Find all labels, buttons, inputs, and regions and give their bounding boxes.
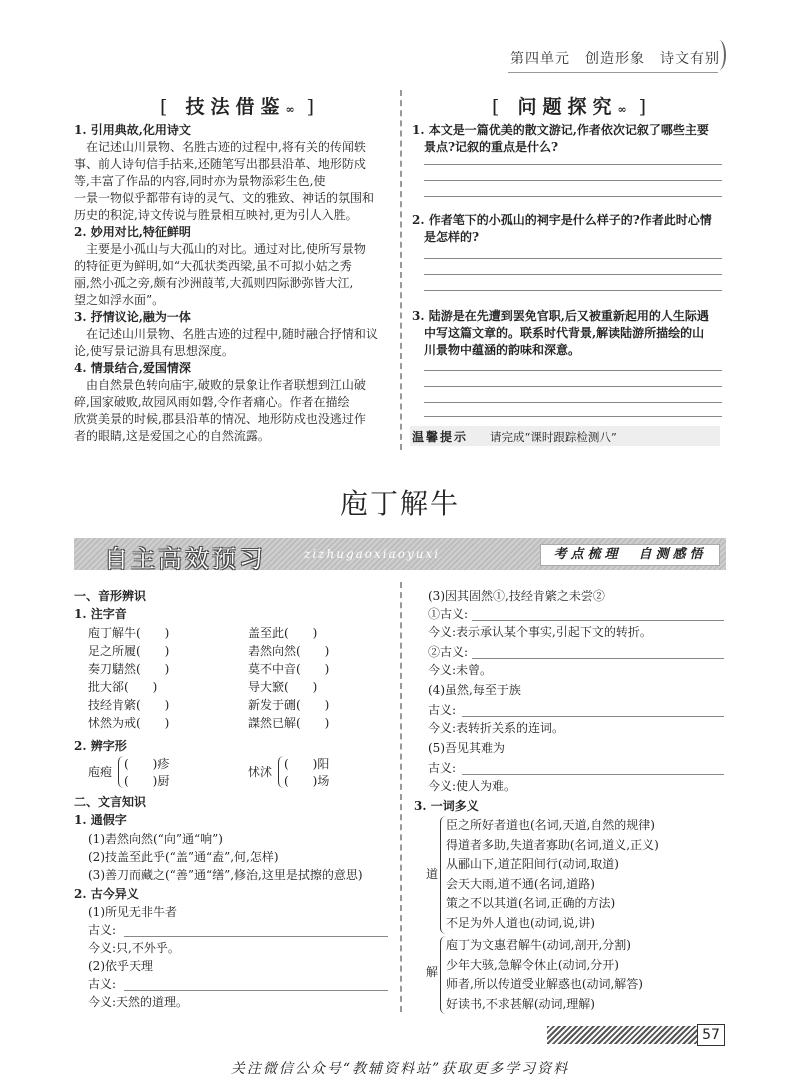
sub-character-shape: 2. 辨字形 (74, 739, 127, 753)
pron-item[interactable]: 足之所履( ) (88, 644, 170, 658)
jin-text: 今义:表示承认某个事实,引起下文的转折。 (428, 625, 652, 639)
pron-item[interactable]: 怵然为戒( ) (88, 716, 170, 730)
answer-line[interactable] (124, 936, 388, 937)
technique-list (74, 122, 396, 445)
pron-item[interactable]: 庖丁解牛( ) (88, 626, 170, 640)
header-bracket (712, 40, 726, 70)
gujin-item: (1)所见无非牛者 (88, 905, 177, 919)
answer-line[interactable] (424, 164, 722, 165)
meaning-item: 好读书,不求甚解(动词,理解) (446, 996, 595, 1011)
tongjia-item: (1)砉然向然(“向”通“响”) (88, 832, 223, 846)
banner-tag: 考点梳理 自测感悟 (540, 544, 720, 566)
gu-label: 古义: (428, 703, 457, 717)
gujin-item: (4)虽然,每至于族 (428, 683, 521, 697)
polysemy-char: 解 (426, 965, 439, 979)
tip-label: 温馨提示 (412, 430, 469, 444)
shape-group-a: 庖疱 (88, 765, 113, 779)
pron-list-right (248, 624, 398, 732)
meaning-item: 得道者多助,失道者寡助(名词,道义,正义) (446, 837, 659, 852)
gu-label: ①古义: (428, 607, 469, 621)
gujin-item: (5)吾见其难为 (428, 741, 505, 755)
pron-item[interactable]: 技经肯綮( ) (88, 698, 170, 712)
meaning-item: 少年大骇,急解令休止(动词,分开) (446, 957, 619, 972)
unit-header: 第四单元 创造形象 诗文有别 (510, 51, 720, 67)
pron-item[interactable]: 砉然向然( ) (248, 644, 330, 658)
pron-item[interactable]: 謋然已解( ) (248, 716, 330, 730)
question-2: 2. 作者笔下的小孤山的祠宇是什么样子的?作者此时心情 是怎样的? (412, 213, 712, 244)
technique-item: 4. 情景结合,爱国情深 由自然景色转向庙宇,破败的景象让作者联想到江山破 碎,国家破败,故园风雨如磐,令作者痛心。作者在描绘 欣赏美景的时候,郡县沿革的情况、地形防戍也没逃过作 者的眼睛,这是爱国之心的自然流露。 (74, 361, 366, 443)
pron-item[interactable]: 批大郤( ) (88, 680, 158, 694)
tongjia-item: (2)技盖至此乎(“盖”通“盍”,何,怎样) (88, 850, 279, 864)
sub-gujin: 2. 古今异义 (74, 887, 139, 901)
technique-item: 3. 抒情议论,融为一体 在记述山川景物、名胜古迹的过程中,随时融合抒情和议 论,使写景记游具有思想深度。 (74, 310, 378, 358)
answer-line[interactable] (424, 258, 722, 259)
sub-pronunciation: 1. 注字音 (74, 607, 127, 621)
gujin-item: (3)因其固然①,技经肯綮之未尝② (428, 589, 605, 603)
meaning-item: 师者,所以传道受业解惑也(动词,解答) (446, 977, 643, 992)
answer-line[interactable] (424, 196, 722, 197)
answer-line[interactable] (462, 716, 724, 717)
answer-line[interactable] (424, 402, 722, 403)
section-classical: 二、文言知识 (74, 795, 147, 809)
shape-option[interactable]: ( )疹 (124, 757, 170, 771)
dao-meanings (446, 816, 726, 934)
banner-title: 自主高效预习 (104, 545, 266, 573)
meaning-item: 从郦山下,道芷阳间行(动词,取道) (446, 857, 619, 872)
pron-item[interactable]: 新发于硎( ) (248, 698, 330, 712)
shape-option[interactable]: ( )场 (284, 774, 330, 788)
tongjia-item: (3)善刀而藏之(“善”通“缮”,修治,这里是拭擦的意思) (88, 868, 363, 882)
tongjia-list (88, 830, 394, 884)
meaning-item: 臣之所好者道也(名词,天道,自然的规律) (446, 818, 655, 832)
meaning-item: 会天大雨,道不通(名词,道路) (446, 876, 595, 891)
answer-line[interactable] (424, 290, 722, 291)
question-3: 3. 陆游是在先遭到罢免官职,后又被重新起用的人生际遇 中写这篇文章的。联系时代背景,解读陆游所描绘的山 川景物中蕴涵的韵味和深意。 (412, 309, 709, 357)
jin-text: 今义:表转折关系的连词。 (428, 721, 565, 735)
jin-text: 今义:未曾。 (428, 663, 493, 677)
column-divider (400, 90, 402, 450)
answer-line[interactable] (462, 774, 724, 775)
page-number: 57 (697, 1024, 725, 1046)
question-1: 1. 本文是一篇优美的散文游记,作者依次记叙了哪些主要 景点?记叙的重点是什么? (412, 123, 709, 154)
answer-line[interactable] (424, 416, 722, 417)
footer-note: 关注微信公众号“教辅资料站”获取更多学习资料 (230, 1061, 570, 1077)
pron-item[interactable]: 莫不中音( ) (248, 662, 330, 676)
answer-line[interactable] (424, 386, 722, 387)
answer-line[interactable] (424, 180, 722, 181)
section-sound-shape: 一、音形辨识 (74, 589, 147, 603)
pron-list-left (88, 624, 238, 732)
gu-label: 古义: (88, 977, 117, 991)
sub-tongjia: 1. 通假字 (74, 813, 127, 827)
answer-line[interactable] (424, 370, 722, 371)
answer-line[interactable] (124, 990, 388, 991)
jin-text: 今义:使人为难。 (428, 779, 517, 793)
answer-line[interactable] (424, 274, 722, 275)
shape-option[interactable]: ( )阳 (284, 757, 330, 771)
technique-title: [ 技法借鉴∞ ] (160, 96, 321, 118)
meaning-item: 庖丁为文惠君解牛(动词,剖开,分割) (446, 938, 631, 952)
pron-item[interactable]: 奏刀騞然( ) (88, 662, 170, 676)
technique-item: 1. 引用典故,化用诗文 在记述山川景物、名胜古迹的过程中,将有关的传闻轶 事、前人诗句信手拈来,还随笔写出郡县沿革、地形防戍 等,丰富了作品的内容,同时亦为景物添彩生色,使 一景一物似乎都带有诗的灵气、文的雅致、神话的氛围和 历史的积淀,诗文传说与胜景相互映衬,更为引人入胜。 (74, 123, 375, 222)
gujin-item: (2)依乎天理 (88, 959, 153, 973)
meaning-item: 不足为外人道也(动词,说,讲) (446, 915, 595, 930)
polysemy-char: 道 (426, 867, 439, 881)
header-rule (508, 72, 718, 73)
answer-line[interactable] (472, 658, 724, 659)
pron-item[interactable]: 导大窾( ) (248, 680, 318, 694)
answer-line[interactable] (472, 620, 724, 621)
pron-item[interactable]: 盖至此( ) (248, 626, 318, 640)
banner-pinyin: zizhugaoxiaoyuxi (304, 547, 441, 561)
column-divider (400, 582, 402, 1012)
lesson-title: 庖丁解牛 (339, 487, 460, 520)
page-number-bar (547, 1026, 697, 1044)
shape-group-b: 怵沭 (248, 765, 273, 779)
shape-option[interactable]: ( )厨 (124, 774, 170, 788)
sub-polysemy: 3. 一词多义 (414, 799, 479, 813)
inquiry-title: [ 问题探究∞ ] (492, 96, 653, 118)
technique-item: 2. 妙用对比,特征鲜明 主要是小孤山与大孤山的对比。通过对比,使所写景物 的特征更为鲜明,如“大孤状类西梁,虽不可拟小姑之秀 丽,然小孤之旁,颇有沙洲葭苇,大孤则四际渺弥皆大江, 望之如浮水面”。 (74, 225, 366, 307)
tip-text: 请完成“课时跟踪检测八” (490, 430, 617, 444)
meaning-item: 策之不以其道(名词,正确的方法) (446, 896, 616, 911)
jin-text: 今义:只,不外乎。 (88, 941, 180, 955)
jin-text: 今义:天然的道理。 (88, 995, 189, 1009)
gu-label: ②古义: (428, 645, 469, 659)
jie-meanings (446, 936, 726, 1014)
gu-label: 古义: (428, 761, 457, 775)
gu-label: 古义: (88, 923, 117, 937)
